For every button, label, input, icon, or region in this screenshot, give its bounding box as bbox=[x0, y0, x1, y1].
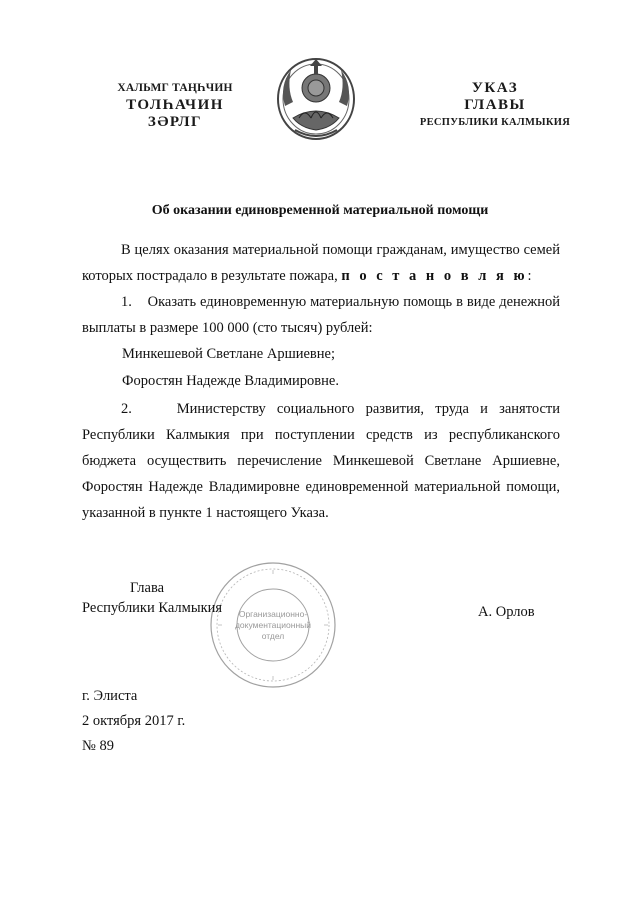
item-2-paragraph: 2. Министерству социального развития, труда и занятости Республики Калмыкия при поступлении средств из республиканского бюджета осуществить перечисление Минкешевой Светлане Аршиевне, Форостян Надежде Владимировне единовременной материальной помощи, указанной в пункте 1 настоящего Указа. bbox=[82, 401, 560, 521]
preamble-text: В целях оказания материальной помощи гражданам, имущество семей которых пострадало в результате пожара, bbox=[82, 242, 560, 284]
document-title: Об оказании единовременной материальной помощи bbox=[151, 203, 489, 218]
recipient-1: Минкешевой Светлане Аршиевне; bbox=[122, 346, 336, 362]
preamble-colon: : bbox=[527, 268, 532, 284]
decree-keyword: п о с т а н о в л я ю bbox=[341, 268, 528, 284]
header-left-line3: ЗӘРЛГ bbox=[147, 114, 203, 130]
recipient-2: Форостян Надежде Владимировне. bbox=[122, 373, 339, 389]
signature-republic: Республики Калмыкия bbox=[82, 600, 223, 616]
signature-position: Глава bbox=[130, 580, 165, 596]
stamp-center-line2: документационный bbox=[234, 620, 312, 630]
preamble-paragraph bbox=[82, 237, 560, 289]
decree-number: № 89 bbox=[82, 738, 114, 754]
header-right-line2: ГЛАВЫ bbox=[464, 97, 526, 113]
item-1-paragraph: 1. Оказать единовременную материальную помощь в виде денежной выплаты в размере 100 000 (сто тысяч) рублей: bbox=[82, 294, 560, 336]
issue-date: 2 октября 2017 г. bbox=[82, 713, 186, 729]
header-right-line1: УКАЗ bbox=[471, 80, 519, 96]
issue-place: г. Элиста bbox=[82, 688, 138, 704]
header-left-line2: ТОЛҺАЧИН bbox=[126, 97, 224, 113]
header-left-block bbox=[100, 80, 250, 131]
header-right-block bbox=[400, 80, 590, 131]
coat-of-arms-icon bbox=[275, 56, 357, 142]
header-left-line1: ХАЛЬМГ ТАҢҺЧИН bbox=[117, 82, 233, 94]
header-right-line3: РЕСПУБЛИКИ КАЛМЫКИЯ bbox=[419, 117, 571, 128]
round-seal-stamp-icon bbox=[208, 560, 338, 690]
stamp-center-line1: Организационно- bbox=[238, 609, 308, 619]
stamp-center-line3: отдел bbox=[261, 631, 285, 641]
signatory-name: А. Орлов bbox=[478, 604, 535, 620]
